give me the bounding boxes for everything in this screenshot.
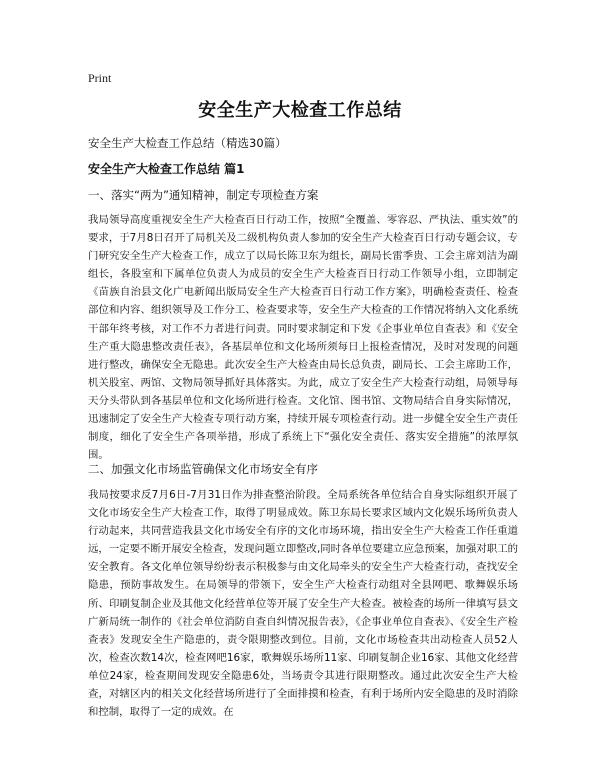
document-title: 安全生产大检查工作总结: [198, 100, 402, 121]
section-paragraph-2: 我局按要求反7月6日-7月31日作为排查整治阶段。全局系统各单位结合自身实际组织开展了文化市场安全生产大检查工作，取得了明显成效。陈卫东局长要求区域内文化娱乐场所负责人行动起来，共同营造我县文化市场安全有序的文化市场环境，指出安全生产大检查工作任重道远，一定要不断开展安全检查，发现问题立即整改,同时各单位要建立应急预案，加强对职工的安全教育。各文化单位领导纷纷表示积极参与由文化局牵头的安全生产大检查行动，查找安全隐患，预防事故发生。在局领导的带领下，安全生产大检查行动组对全县网吧、歌舞娱乐场所、印刷复制企业及其他文化经营单位等开展了安全生产大检查。被检查的场所一律填写县文广新局统一制作的《社会单位消防自查自纠情况报告表》，《企事业单位自查表》、《安全生产检查表》发现安全生产隐患的，责令限期整改到位。目前，文化市场检查共出动检查人员52人次，检查次数14次，检查网吧16家，歌舞娱乐场所11家、印刷复制企业16家、其他文化经营单位24家，检查期间发现安全隐患6处，当场责令其进行限期整改。通过此次安全生产大检查，对辖区内的相关文化经营场所进行了全面排摸和检查，有利于场所内安全隐患的及时消除和控制，取得了一定的成效。在: [88, 489, 518, 719]
article-heading: 安全生产大检查工作总结 篇1: [88, 162, 245, 176]
section-heading-2: 二、加强文化市场监管确保文化市场安全有序: [88, 462, 318, 476]
document-subtitle: 安全生产大检查工作总结（精选30篇）: [88, 136, 287, 150]
section-heading-1: 一、落实“两为”通知精神，制定专项检查方案: [88, 188, 319, 202]
section-paragraph-1: 我局领导高度重视安全生产大检查百日行动工作，按照“全覆盖、零容忍、严执法、重实效”的要求，于7月8日召开了局机关及二级机构负责人参加的安全生产大检查百日行动专题会议，专门研究安全生产大检查工作，成立了以局长陈卫东为组长，副局长雷季贵、工会主席刘洁为副组长，各股室和下属单位负责人为成员的安全生产大检查百日行动工作领导小组，立即制定《苗族自治县文化广电新闻出版局安全生产大检查百日行动工作方案》，明确检查责任、检查部位和内容、组织领导及工作分工、检查要求等，安全生产大检查的工作情况将纳入文化系统干部年终考核，对工作不力者进行问责。同时要求制定和下发《企事业单位自查表》和《安全生产重大隐患整改责任表》，各基层单位和文化场所须每日上报检查情况，及时对发现的问题进行整改，确保安全无隐患。此次安全生产大检查由局长总负责，副局长、工会主席助工作，机关股室、两馆、文物局领导抓好具体落实。为此，成立了安全生产大检查行动组，局领导每天分头带队到各基层单位和文化场所进行检查。文化馆、图书馆、文物局结合自身实际情况，迅速制定了安全生产大检查专项行动方案，持续开展专项检查行动。进一步健全安全生产责任制度，细化了安全生产各项举措，形成了系统上下“强化安全责任、落实安全措施”的浓厚氛围。: [88, 214, 518, 462]
print-label: Print: [88, 71, 112, 85]
